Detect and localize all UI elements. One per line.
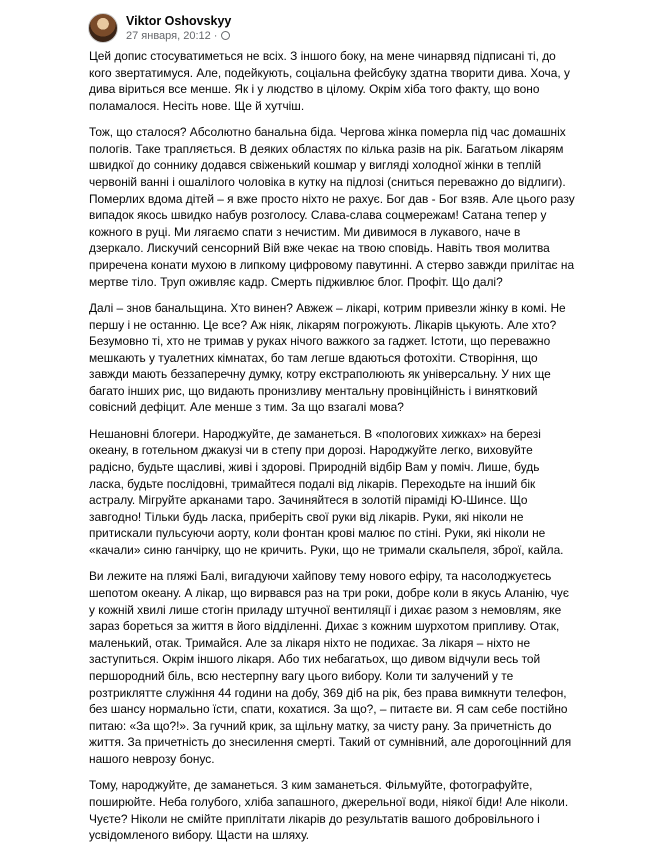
post-body bbox=[0, 48, 665, 844]
post-meta bbox=[126, 29, 231, 43]
post-paragraph-6: Тому, народжуйте, де заманеться. З ким заманеться. Фільмуйте, фотографуйте, поширюйте. Неба голубого, хліба запашного, джерельної води, ніякої біди! Але ніколи. Чуєте? Ніколи не смійте приплітати лікарів до результатів вашого добровільного і усвідомленого вибору. Щасти на шляху. bbox=[89, 778, 569, 843]
globe-icon[interactable] bbox=[221, 31, 230, 40]
post-paragraph-3: Далі – знов банальщина. Хто винен? Авжеж – лікарі, котрим привезли жінку в комі. Не першу і не останню. Це все? Аж ніяк, лікарям погрожують. Лікарів цькують. Але хто? Безумовно ті, хто не тримав у руках нічого важкого за гаджет. Істоти, що переважно мешкають у туалетних кімнатах, бо там легше вдаються фотохіти. Створіння, що завжди мають беззаперечну думку, котру екстраполюють як універсальну. У них ще багато інших рис, що видають пронизливу ментальну провінційність і винятковий совісний дефіцит. Але менше з тим. За що взагалі мова? bbox=[89, 300, 566, 415]
post-paragraph-5: Ви лежите на пляжі Балі, вигадуючи хайпову тему нового ефіру, та насолоджуєтесь шепотом океану. А лікар, що вирвався раз на три роки, добре коли в якусь Аланію, чує у кожній хвилі лише стогін приладу штучної вентиляції і дихає разом з немовлям, яке зараз бореться за життя в його відділенні. Дихає з кожним шурхотом припливу. Отак, маленький, отак. Тримайся. Але за лікаря ніхто не подихає. За лікаря – ніхто не заступиться. Окрім іншого лікаря. Або тих небагатьох, що дивом відчули весь той першородний біль, всю нестерпну вагу цього вибору. Коли ти залучений у те розтриклятте служіння 44 години на добу, 369 діб на рік, без права вимкнути телефон, без шансу нормально їсти, спати, кохатися. За що?, – питаєте ви. Я сам себе постійно питаю: «За що?!». За гучний крик, за щільну матку, за чисту рану. За причетність до життя. За причетність до знесилення смерті. Такий от сумнівний, але дорогоцінний для нашого неврозу бонус. bbox=[89, 569, 572, 766]
author-info bbox=[126, 14, 231, 43]
post-timestamp[interactable]: 27 января, 20:12 bbox=[126, 29, 211, 42]
meta-separator: · bbox=[213, 29, 218, 42]
post-paragraph-1: Цей допис стосуватиметься не всіх. З іншого боку, на мене чинарвяд підписані ті, до кого звертатимуся. Але, подейкують, соціальна фейсбуку здатна творити дива. Хоча, у дива віриться все менше. Як і у людство в цілому. Окрім хіба того факту, що воно поламалося. Несіть нове. Ще й хутчіш. bbox=[89, 49, 570, 113]
post-paragraph-4: Нешановні блогери. Народжуйте, де заманеться. В «пологових хижках» на березі океану, в готельном джакузі чи в степу при дорозі. Народжуйте легко, виховуйте радісно, будьте щасливі, живі і здорові. Природній відбір Вам у поміч. Лише, будь ласка, будьте послідовні, тримайтеся подалі від лікарів. Переходьте на інший бік астралу. Мігруйте арканами таро. Зачиняйтеся в золотій піраміді Ю-Шинсе. Що завгодно! Тільки будь ласка, приберіть свої руки від лікарів. Руки, які ніколи не притискали пульсуючи аорту, коли фонтан крові малює по стіні. Руки, які ніколи не «качали» синю ганчірку, що не кричить. Руки, що не тримали скальпеля, зброї, кайла. bbox=[89, 426, 564, 558]
author-avatar[interactable] bbox=[88, 13, 118, 43]
post-paragraph-2: Тож, що сталося? Абсолютно банальна біда. Чергова жінка померла під час домашніх пологів. Таке трапляється. В деяких областях по кілька разів на рік. Багатьом лікарям швидкої до соннику додався свіженький кошмар у вигляді холодної жінки в теплій червоній ванні і ошалілого чоловіка в кутку на підлозі (сниться переважно до відлиги). Померлих вдома дітей – я вже просто ніхто не рахує. Бог дав - Бог взяв. Але цього разу випадок якось швидко набув розголосу. Слава-слава соцмережам! Сатана тепер у кожного в руці. Ми лягаємо спати з нечистим. Ми дивимося в лукавого, наче в дзеркало. Лискучий сенсорний Вій вже чекає на твою сповідь. Навіть твоя молитва приречена конати мухою в липкому цифровому павутинні. А стерво завжди прилітає на мертве тіло. Труп оживляє кадр. Смерть підживлює блог. Профіт. Що далі? bbox=[89, 125, 575, 289]
post-header bbox=[0, 8, 665, 48]
author-name[interactable]: Viktor Oshovskyy bbox=[126, 13, 232, 28]
